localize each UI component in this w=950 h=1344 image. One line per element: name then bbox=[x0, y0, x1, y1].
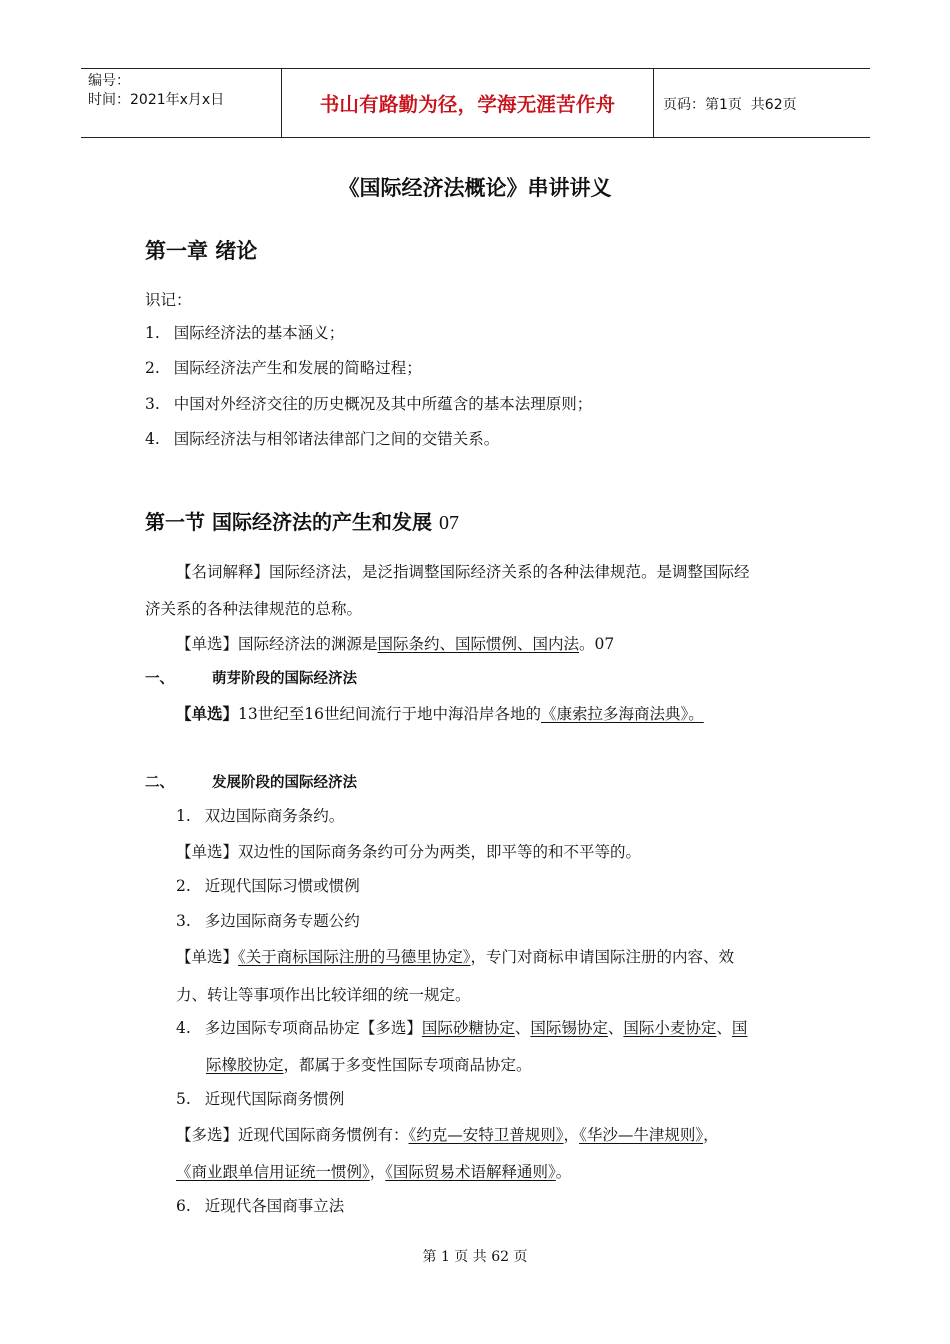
key-answer: 国际锡协定 bbox=[530, 1019, 608, 1037]
key-answer: 国际砂糖协定 bbox=[421, 1019, 515, 1037]
separator: 、 bbox=[607, 1019, 624, 1037]
list-text: 双边国际商务条约。 bbox=[204, 807, 345, 825]
header-motto: 书山有路勤为径，学海无涯苦作舟 bbox=[319, 93, 616, 116]
note-line bbox=[176, 840, 641, 862]
note-line bbox=[176, 945, 734, 967]
definition-tag: 【名词解释】 bbox=[176, 563, 270, 581]
time-label: 时间：2021年x月x日 bbox=[88, 92, 225, 108]
single-choice-sources bbox=[176, 632, 614, 654]
definition-line-1 bbox=[176, 560, 750, 582]
note-line-2 bbox=[176, 1160, 571, 1182]
number-label: 编号： bbox=[88, 73, 130, 89]
key-answer: 《关于商标国际注册的马德里协定》 bbox=[238, 948, 471, 966]
key-answer: 《商业跟单信用证统一惯例》 bbox=[176, 1163, 370, 1181]
list-text: 多边国际商务专题公约 bbox=[204, 912, 360, 930]
list-number: 3. bbox=[145, 395, 160, 413]
list-number: 2. bbox=[145, 359, 160, 377]
recall-item bbox=[145, 392, 592, 414]
header-meta bbox=[81, 69, 281, 137]
list-text: 国际经济法的基本涵义； bbox=[173, 324, 345, 342]
definition-line-2: 济关系的各种法律规范的总称。 bbox=[145, 600, 363, 618]
question-tag: 【单选】 bbox=[176, 948, 239, 966]
question-tag: 【多选】 bbox=[176, 1126, 239, 1144]
recall-item bbox=[145, 356, 422, 378]
list-text: 国际经济法与相邻诸法律部门之间的交错关系。 bbox=[173, 430, 500, 448]
stage-title: 发展阶段的国际经济法 bbox=[212, 775, 357, 791]
recall-item bbox=[145, 427, 499, 449]
list-item bbox=[176, 1087, 344, 1109]
definition-text: 国际经济法，是泛指调整国际经济关系的各种法律规范。是调整国际经 bbox=[269, 563, 750, 581]
list-item bbox=[176, 1194, 344, 1216]
stage-title: 萌芽阶段的国际经济法 bbox=[212, 671, 357, 687]
section-heading bbox=[145, 506, 459, 535]
question-tag: 【单选】 bbox=[176, 635, 239, 653]
separator: 。 bbox=[555, 1163, 572, 1181]
list-item bbox=[176, 1016, 747, 1038]
list-item-continued bbox=[206, 1053, 532, 1075]
question-tag: 【单选】 bbox=[176, 843, 239, 861]
list-text: 中国对外经济交往的历史概况及其中所蕴含的基本法理原则； bbox=[173, 395, 593, 413]
list-item bbox=[176, 909, 360, 931]
question-tail: 。07 bbox=[579, 635, 615, 653]
stage-number: 一、 bbox=[145, 671, 174, 687]
question-text: 国际经济法的渊源是 bbox=[238, 635, 378, 653]
document-title: 《国际经济法概论》串讲讲义 bbox=[338, 176, 612, 200]
question-text: 双边性的国际商务条约可分为两类，即平等的和不平等的。 bbox=[238, 843, 642, 861]
key-answer: 《康索拉多海商法典》。 bbox=[540, 705, 704, 723]
list-number: 1. bbox=[176, 807, 191, 825]
page-header bbox=[81, 68, 870, 138]
separator: 、 bbox=[716, 1019, 732, 1037]
list-text: 近现代各国商事立法 bbox=[204, 1197, 345, 1215]
chapter-heading: 第一章 绪论 bbox=[145, 239, 258, 263]
header-motto-cell bbox=[281, 69, 654, 137]
stage1-note bbox=[176, 702, 704, 724]
recall-label: 识记： bbox=[145, 291, 192, 309]
separator: 、 bbox=[514, 1019, 531, 1037]
list-text: 近现代国际习惯或惯例 bbox=[204, 877, 360, 895]
list-item bbox=[176, 874, 360, 896]
question-tag: 【单选】 bbox=[176, 704, 239, 723]
list-number: 3. bbox=[176, 912, 191, 930]
list-number: 6. bbox=[176, 1197, 191, 1215]
key-answer: 《国际贸易术语解释通则》 bbox=[385, 1163, 556, 1181]
question-text: ，专门对商标申请国际注册的内容、效 bbox=[470, 948, 735, 966]
key-answer: 际橡胶协定 bbox=[206, 1056, 284, 1074]
key-answer: 国际条约、国际惯例、国内法 bbox=[377, 635, 580, 653]
list-number: 5. bbox=[176, 1090, 191, 1108]
list-item bbox=[176, 804, 344, 826]
note-line-2: 力、转让等事项作出比较详细的统一规定。 bbox=[176, 986, 471, 1004]
separator: ， bbox=[369, 1163, 386, 1181]
stage-heading bbox=[145, 667, 357, 688]
question-tag: 【多选】 bbox=[359, 1019, 422, 1037]
header-page-info: 页码：第1页 共62页 bbox=[663, 97, 797, 113]
separator: ， bbox=[703, 1126, 719, 1144]
question-text: 13世纪至16世纪间流行于地中海沿岸各地的 bbox=[238, 705, 541, 723]
list-text: ，都属于多变性国际专项商品协定。 bbox=[283, 1056, 532, 1074]
list-text: 国际经济法产生和发展的简略过程； bbox=[173, 359, 422, 377]
key-answer: 《华沙—牛津规则》 bbox=[579, 1126, 704, 1144]
section-title: 第一节 国际经济法的产生和发展 bbox=[145, 510, 432, 534]
note-line bbox=[176, 1123, 719, 1145]
recall-item bbox=[145, 321, 344, 343]
list-text: 多边国际专项商品协定 bbox=[204, 1019, 360, 1037]
key-answer: 《约克—安特卫普规则》 bbox=[408, 1126, 564, 1144]
list-text: 近现代国际商务惯例 bbox=[204, 1090, 345, 1108]
stage-number: 二、 bbox=[145, 775, 174, 791]
list-number: 4. bbox=[145, 430, 160, 448]
question-text: 近现代国际商务惯例有： bbox=[238, 1126, 409, 1144]
page-footer: 第 1 页 共 62 页 bbox=[422, 1249, 528, 1265]
list-number: 1. bbox=[145, 324, 160, 342]
separator: ， bbox=[563, 1126, 580, 1144]
section-number: 07 bbox=[438, 512, 459, 534]
key-answer: 国 bbox=[731, 1019, 748, 1037]
key-answer: 国际小麦协定 bbox=[623, 1019, 717, 1037]
stage-heading bbox=[145, 771, 357, 792]
list-number: 4. bbox=[176, 1019, 191, 1037]
list-number: 2. bbox=[176, 877, 191, 895]
